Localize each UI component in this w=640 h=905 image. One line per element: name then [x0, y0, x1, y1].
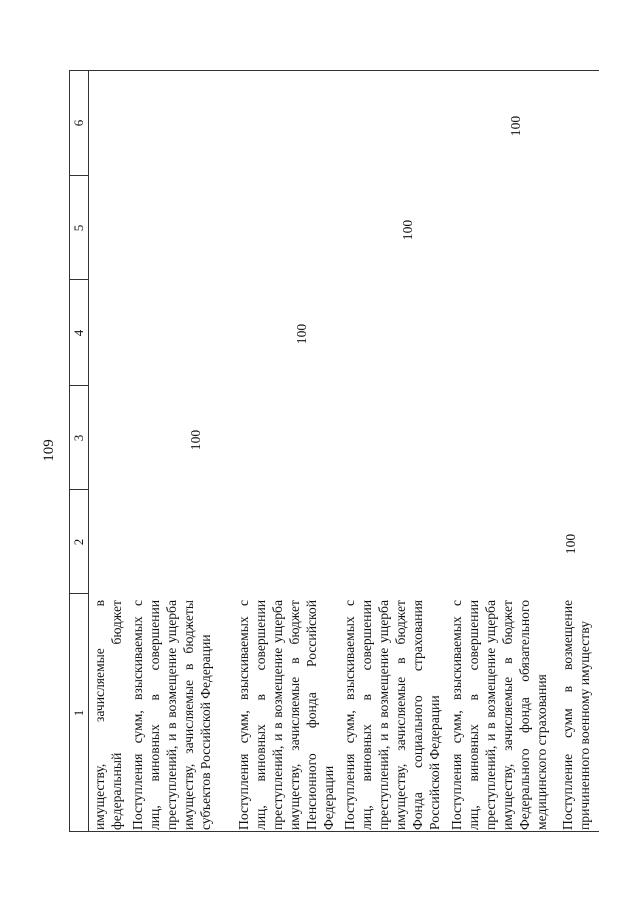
col-divider: [69, 593, 88, 594]
col-divider: [69, 385, 88, 386]
row-description: Поступления сумм, взыскиваемых с лиц, виновных в совершении преступлений, и в возмещение ущерба имуществу, зачисляемые в бюджет Федерального фонда обязательного медицинского страхования: [449, 600, 549, 830]
col-divider: [69, 279, 88, 280]
rotated-table: [69, 70, 599, 832]
row-description: Поступления сумм, взыскиваемых с лиц, виновных в совершении преступлений, и в возмещение ущерба имуществу, зачисляемые в бюджет Пенсионного фонда Российской Федерации: [236, 600, 336, 830]
header-col-4: 4: [71, 329, 86, 337]
row-description: Поступления сумм, взыскиваемых с лиц, виновных в совершении преступлений, и в возмещение ущерба имуществу, зачисляемые в бюджеты субъектов Российской Федерации: [130, 600, 213, 830]
row-value-col3: 100: [188, 429, 203, 451]
header-col-5: 5: [71, 224, 86, 232]
header-col-2: 2: [71, 538, 86, 546]
row-description: имуществу, зачисляемые в федеральный бюджет: [92, 600, 124, 830]
col-divider: [69, 175, 88, 176]
row-value-col5: 100: [400, 219, 415, 241]
header-col-1: 1: [71, 709, 86, 717]
row-value-col4: 100: [294, 323, 309, 345]
header-col-3: 3: [71, 434, 86, 442]
row-description: Поступления сумм, взыскиваемых с лиц, виновных в совершении преступлений, и в возмещение ущерба имуществу, зачисляемые в бюджет Фонда социального страхования Российской Федерации: [342, 600, 442, 830]
row-value-col2: 100: [563, 533, 578, 555]
table-header: [69, 70, 89, 832]
header-col-6: 6: [71, 119, 86, 127]
page-number: 109: [40, 439, 57, 462]
col-divider: [69, 489, 88, 490]
row-value-col6: 100: [508, 115, 523, 137]
row-description: Поступление сумм в возмещение причиненного военному имуществу: [560, 600, 592, 830]
